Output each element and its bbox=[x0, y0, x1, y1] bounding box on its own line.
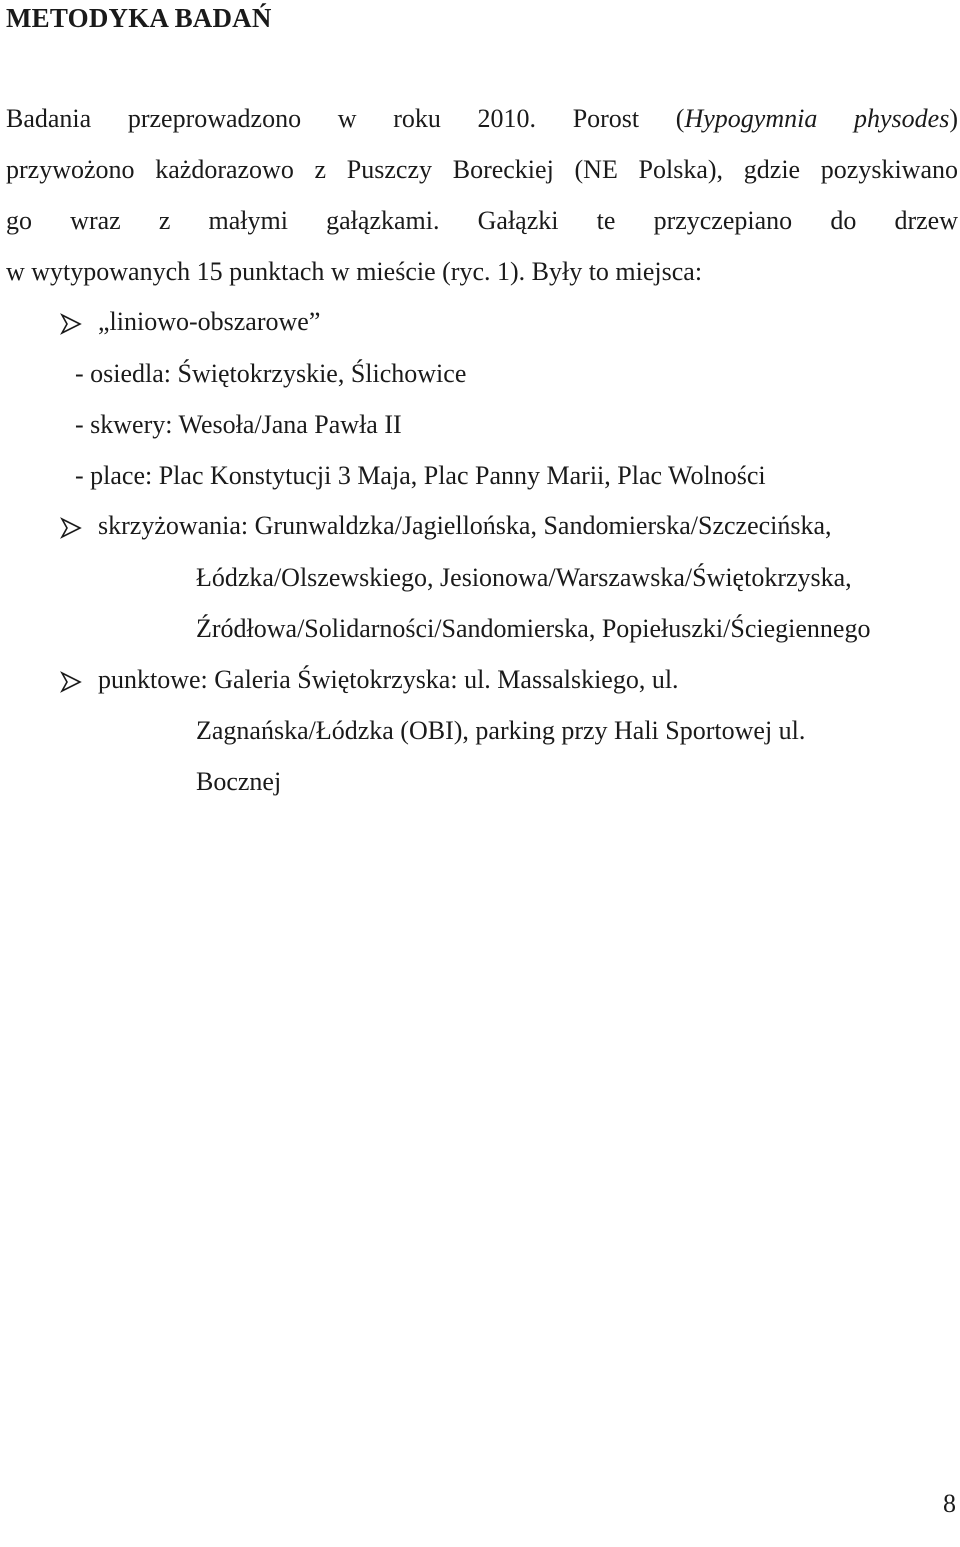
subitem-squares: - skwery: Wesoła/Jana Pawła II bbox=[75, 410, 402, 439]
paragraph-line-4: w wytypowanych 15 punktach w mieście (ryc. 1). Były to miejsca: bbox=[6, 257, 703, 286]
subitem-places: - place: Plac Konstytucji 3 Maja, Plac Panny Marii, Plac Wolności bbox=[75, 461, 766, 490]
list-item-crossroads-line-2: Łódzka/Olszewskiego, Jesionowa/Warszawska/Świętokrzyska, bbox=[196, 563, 852, 592]
arrowhead-bullet-icon bbox=[60, 671, 82, 693]
list-item-linear-areal: „liniowo-obszarowe” bbox=[98, 307, 321, 336]
paragraph-line-2: przywożono każdorazowo z Puszczy Boreckiej (NE Polska), gdzie pozyskiwano bbox=[6, 155, 958, 184]
paragraph-line-3: go wraz z małymi gałązkami. Gałązki te przyczepiano do drzew bbox=[6, 206, 958, 235]
page-number: 8 bbox=[943, 1489, 956, 1518]
subitem-estates: - osiedla: Świętokrzyskie, Ślichowice bbox=[75, 359, 467, 388]
list-item-point-line-3: Bocznej bbox=[196, 767, 282, 796]
paragraph-line-1-text: Badania przeprowadzono w roku 2010. Porost ( bbox=[6, 104, 685, 133]
section-heading: METODYKA BADAŃ bbox=[6, 3, 272, 33]
list-item-point-line-2: Zagnańska/Łódzka (OBI), parking przy Hali Sportowej ul. bbox=[196, 716, 806, 745]
paragraph-line-1-end: ) bbox=[949, 104, 958, 133]
paragraph-line-1 bbox=[6, 106, 958, 132]
list-item-crossroads: skrzyżowania: Grunwaldzka/Jagiellońska, Sandomierska/Szczecińska, bbox=[98, 511, 832, 540]
species-name: Hypogymnia physodes bbox=[684, 104, 950, 133]
list-item-crossroads-line-3: Źródłowa/Solidarności/Sandomierska, Popiełuszki/Ściegiennego bbox=[196, 614, 871, 643]
arrowhead-bullet-icon bbox=[60, 313, 82, 335]
arrowhead-bullet-icon bbox=[60, 517, 82, 539]
list-item-point: punktowe: Galeria Świętokrzyska: ul. Massalskiego, ul. bbox=[98, 665, 679, 694]
